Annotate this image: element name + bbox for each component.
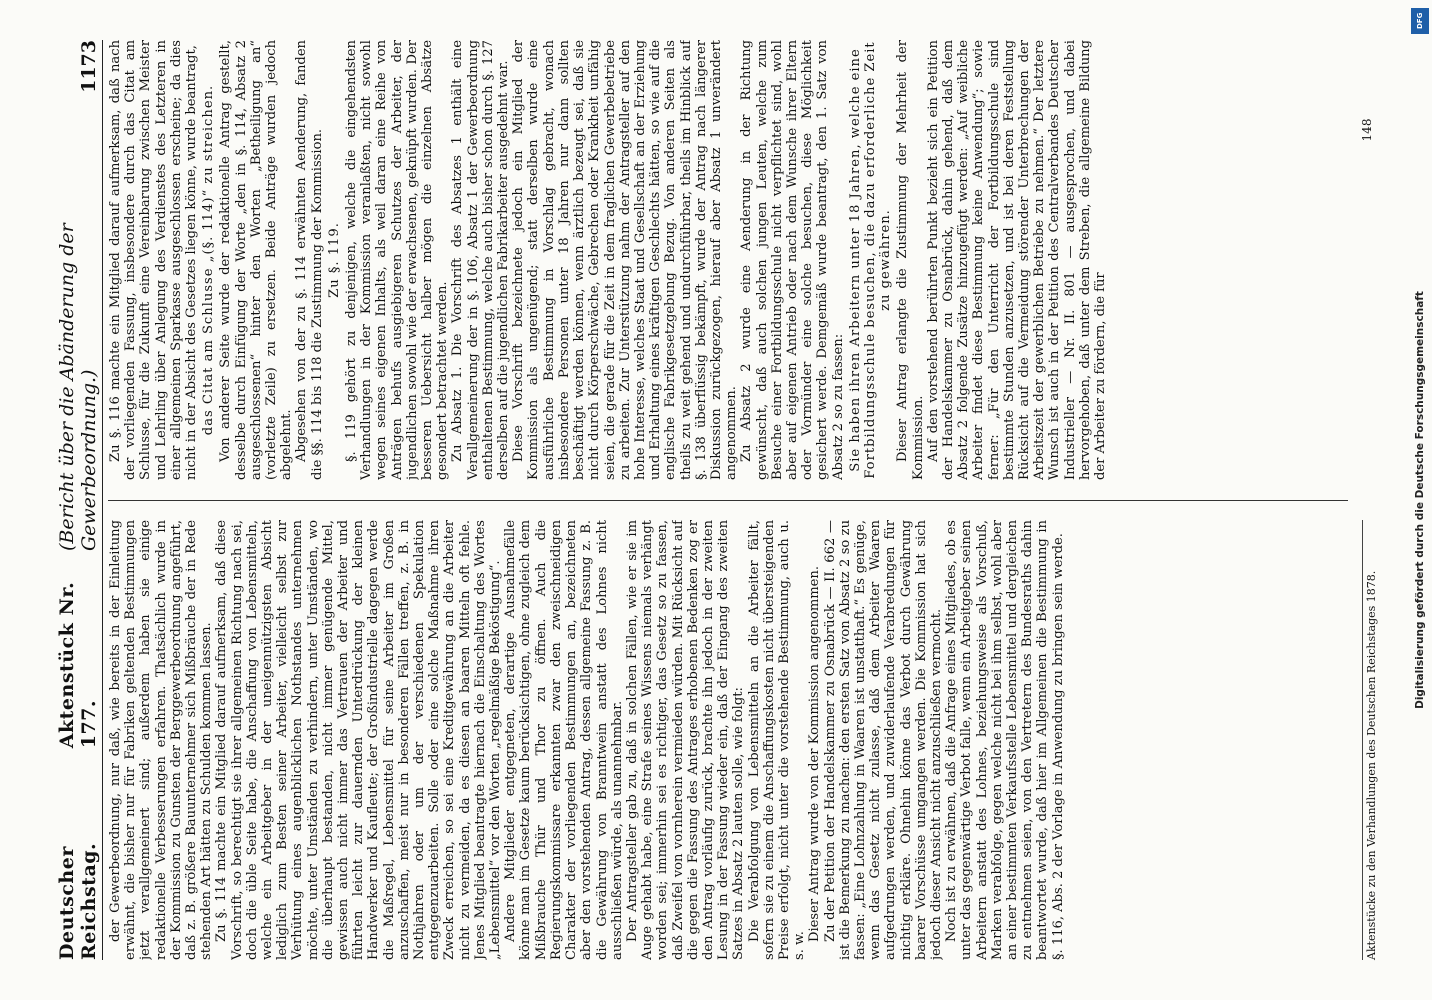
paragraph: §. 119 gehört zu denjenigen, welche die eingehendsten Verhandlungen in der Kommission veranlaßten, nicht sowohl wegen seines eigenen Inhalts, als weil daran eine Reihe von Anträgen behufs ausgiebigeren Schutzes der Arbeiter, der jugendlichen sowohl wie der erwachsenen, geknüpft wurden. Der besseren Uebersicht halber mögen die einzelnen Absätze gesondert betrachtet werden. <box>344 40 451 480</box>
header-document-number: Aktenstück Nr. 177. <box>56 581 100 749</box>
header-left: Deutscher Reichstag. <box>56 842 100 960</box>
paragraph: Abgesehen von der zu §. 114 erwähnten Aenderung, fanden die §§. 114 bis 118 die Zustimmung der Kommission. <box>294 40 325 480</box>
dfg-logo-icon: DFG <box>1411 8 1429 34</box>
paragraph: Zu §. 114 machte ein Mitglied darauf aufmerksam, daß diese Vorschrift, so berechtigt sie ihrer allgemeinen Richtung nach sei, doch die üble Seite habe, die Anschaffung von Lebensmitteln, welche ein Arbeitgeber in der uneigennützigsten Absicht lediglich zum Besten seiner Arbeiter, vielleicht selbst zur Verhütung eines augenblicklichen Nothstandes unternehmen möchte, unter Umständen zu verhindern, unter Umständen, wo die überhaupt bestanden, nicht immer genügende Mittel, gewissen auch nicht immer das Vertrauen der Arbeiter und führten leicht zur dauernden Unterdrückung der kleinen Handwerker und Kaufleute; der Großindustrielle dagegen werde die Maßregel, Lebensmittel für seine Arbeiter im Großen anzuschaffen, meist nur in besonderen Fällen treffen, z. B. in Nothjahren oder um der verschiedenen Spekulation entgegenzuarbeiten. Solle oder eine solche Maßnahme ihren Zweck erreichen, so sei eine Kreditgewährung an die Arbeiter nicht zu vermeiden, da es diesen an baaren Mitteln oft fehle. Jenes Mitglied beantragte hiernach die Einschaltung des Wortes „Lebensmittel“ vor den Worten „regelmäßige Beköstigung“. <box>214 520 504 960</box>
paragraph: das Citat am Schlusse „(§. 114)“ zu streichen. <box>201 84 217 436</box>
paragraph: der Gewerbeordnung, nur daß, wie bereits in der Einleitung erwähnt, die bisher nur für Fabriken geltenden Bestimmungen jetzt verallgemeinert sind; außerdem haben sie einige redaktionelle Verbesserungen erfahren. Thatsächlich wurde in der Kommission zu Gunsten der Berggewerbeordnung angeführt, daß z. B. größere Bauunternehmer sich Mißbräuche der in Rede stehenden Art hätten zu Schulden kommen lassen. <box>108 520 215 960</box>
paragraph: Von anderer Seite wurde der redaktionelle Antrag gestellt, desselbe durch Einfügung der Worte „den in §. 114, Absatz 2 ausgeschlossenen“ hinter den Worten „Betheiligung an“ (vorletzte Zeile) zu ersetzen. Beide Anträge wurden jedoch abgelehnt. <box>218 40 295 480</box>
digitization-credit: Digitalisierung gefördert durch die Deutsche Forschungsgemeinschaft <box>1414 291 1426 709</box>
running-header <box>56 40 103 960</box>
footer-note: Aktenstücke zu den Verhandlungen des Deutschen Reichstages 1878. <box>1362 520 1378 960</box>
section-heading: Zu §. 119. <box>326 222 342 298</box>
header-page-number: 1173 <box>78 40 100 93</box>
paragraph: Zu der Petition der Handelskammer zu Osnabrück — II. 662 — ist die Bemerkung zu machen: den ersten Satz von Absatz 2 so zu fassen: „Eine Lohnzahlung in Waaren ist unstatthaft.“ Es genüge, wenn das Gesetz nicht zulasse, daß dem Arbeiter Waaren aufgedrungen werden, und zuwiderlaufende Verabredungen für nichtig erkläre. Ohnehin könne das Verbot durch Gewährung baarer Vorschüsse umgangen werden. Die Kommission hat sich jedoch dieser Ansicht nicht anzuschließen vermocht. <box>822 520 944 960</box>
paragraph: Zu Absatz 1. Die Vorschrift des Absatzes 1 enthält eine Verallgemeinerung der in §. 106, Absatz 1 der Gewerbeordnung enthaltenen Bestimmung, welche auch bisher schon durch §. 127 derselben auf die jugendlichen Fabrikarbeiter ausgedehnt war. <box>450 40 512 480</box>
paragraph: Zu Absatz 2 wurde eine Aenderung in der Richtung gewünscht, daß auch solchen jungen Leuten, welche zum Besuche einer Fortbildungsschule nicht verpflichtet sind, wohl aber auf eigenen Antrieb oder nach dem Wunsche ihrer Eltern oder Vormünder eine solche besuchen, diese Möglichkeit gesichert werde. Demgemäß wurde beantragt, den 1. Satz von Absatz 2 so zu fassen: <box>739 40 846 480</box>
paragraph: Auf den vorstehend berührten Punkt bezieht sich ein Petition der Handelskammer zu Osnabrück, dahin gehend, daß dem Absatz 2 folgende Zusätze hinzugefügt werden: „Auf weibliche Arbeiter findet diese Bestimmung keine Anwendung“; sowie ferner: „Für den Unterricht der Fortbildungsschule sind bestimmte Stunden anzusetzen, und ist bei deren Feststellung Rücksicht auf die Vermeidung störender Unterbrechungen der Arbeitszeit der gewerblichen Betriebe zu nehmen.“ Der letztere Wunsch ist auch in der Petition des Centralverbandes Deutscher Industrieller — Nr. II. 801 — ausgesprochen, und dabei hervorgehoben, daß unter dem Streben, die allgemeine Bildung der Arbeiter zu fördern, die für <box>925 40 1108 480</box>
paragraph: Dieser Antrag wurde von der Kommission angenommen. <box>807 565 823 942</box>
left-text-column <box>108 520 1358 960</box>
digitization-strip <box>1408 0 1432 1000</box>
paragraph: Dieser Antrag erlangte die Zustimmung der Mehrheit der Kommission. <box>895 40 926 480</box>
paragraph: Andere Mitglieder entgegneten, derartige Ausnahmefälle könne man im Gesetze kaum berücksichtigen, ohne zugleich dem Mißbrauche Thür und Thor zu öffnen. Auch die Regierungskommissare erkannten zwar den zweischneidigen Charakter der vorliegenden Bestimmungen an, bezeichneten aber den vorstehenden Antrag, dessen allgemeine Fassung z. B. die Gewährung von Branntwein anstatt des Lohnes nicht ausschließen würde, als unannehmbar. <box>503 520 625 960</box>
column-divider <box>108 500 1348 501</box>
paragraph: Diese Vorschrift bezeichnete jedoch ein Mitglied der Kommission als ungenügend; statt derselben wurde eine ausführliche Bestimmung in Vorschlag gebracht, wonach insbesondere Personen unter 18 Jahren nur dann sollten beschäftigt werden können, wenn ärztlich bezeugt sei, daß sie nicht durch Körperschwäche, Gebrechen oder Krankheit unfähig seien, die gerade für die Zeit in dem fraglichen Gewerbebetriebe zu arbeiten. Zur Unterstützung nahm der Antragsteller auf den hohe Interesse, welches Staat und Gesellschaft an der Erziehung und Erhaltung eines kräftigen Geschlechts hätten, so wie auf die englische Fabrikgesetzgebung Bezug. Von anderen Seiten als theils zu weit gehend und undurchführbar, theils im Hinblick auf §. 138 überflüssig bekämpft, wurde der Antrag nach längerer Diskussion zurückgezogen, hierauf aber Absatz 1 unverändert angenommen. <box>511 40 740 480</box>
paragraph: Die Verabfolgung von Lebensmitteln an die Arbeiter fällt, sofern sie zu einem die Anschaffungskosten nicht übersteigenden Preise erfolgt, nicht unter die vorstehende Bestimmung, auch u. s. w. <box>746 520 808 960</box>
paragraph: Sie haben ihren Arbeitern unter 18 Jahren, welche eine Fortbildungsschule besuchen, die dazu erforderliche Zeit zu gewähren. <box>847 41 894 479</box>
paragraph: Noch ist zu erwähnen, daß die Anfrage eines Mitgliedes, ob es unter das gegenwärtige Verbot falle, wenn ein Arbeitgeber seinen Arbeitern anstatt des Lohnes, beziehungsweise als Vorschuß, Marken verabfolge, gegen welche nicht bei ihm selbst, wohl aber an einer bestimmten Verkaufsstelle Lebensmittel und dergleichen zu entnehmen seien, von den Vertretern des Bundesraths dahin beantwortet wurde, daß hier im Allgemeinen die Bestimmung in §. 116, Abs. 2 der Vorlage in Anwendung zu bringen sein werde. <box>944 520 1066 960</box>
paragraph: Der Antragsteller gab zu, daß in solchen Fällen, wie er sie im Auge gehabt habe, eine Strafe seines Wissens niemals verhängt worden sei; immerhin sei es richtiger, das Gesetz so zu fassen, daß Zweifel von vornherein vermieden würden. Mit Rücksicht auf die gegen die Fassung des Antrages erhobenen Bedenken zog er den Antrag vorläufig zurück, brachte ihn jedoch in der zweiten Lesung in der Fassung wieder ein, daß der Eingang des zweiten Satzes in Absatz 2 lauten solle, wie folgt: <box>624 520 747 960</box>
paragraph: Zu §. 116 machte ein Mitglied darauf aufmerksam, daß nach der vorliegenden Fassung, insbesondere durch das Citat am Schlusse, für die Zukunft eine Vereinbarung zwischen Meister und Lehrling über Anlegung des Verdienstes des Letzteren in einer allgemeinen Sparkasse ausgeschlossen erscheine; da dies nicht in der Absicht des Gesetzes liegen könne, wurde beantragt, <box>108 40 200 480</box>
right-text-column <box>108 40 1358 480</box>
page-sheet-number: 148 <box>1360 118 1374 142</box>
header-report-title: (Bericht über die Abänderung der Gewerbeordnung.) <box>56 223 100 551</box>
